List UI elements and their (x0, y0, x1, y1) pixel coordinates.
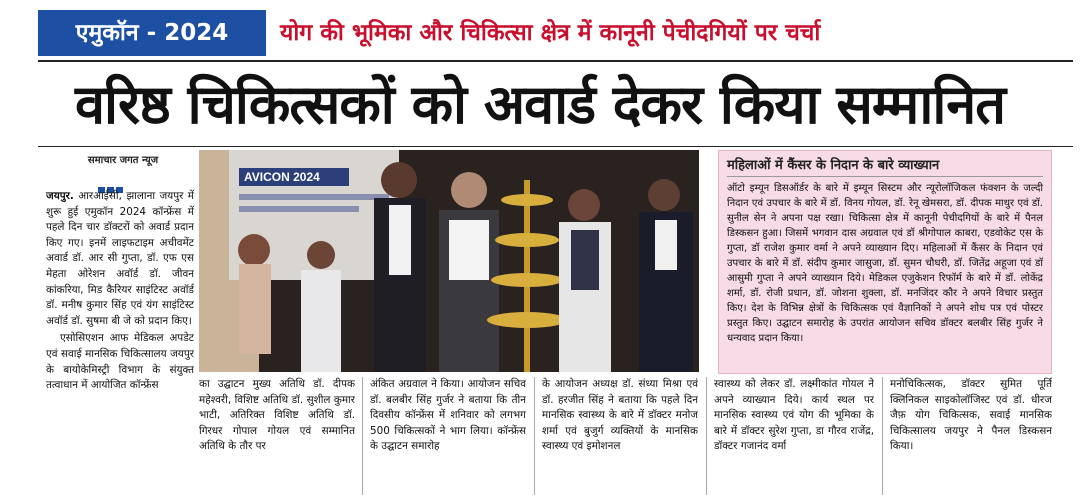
column-divider (706, 377, 707, 495)
paragraph: का उद्घाटन मुख्य अतिथि डॉ. दीपक महेश्वरी, विशिष्ट अतिथि डॉ. सुशील कुमार भाटी, अतिरिक्त विशिष्ट अतिथि डॉ. गिरधर गोपाल गोयल एवं सम्मानित अतिथि के तौर पर (199, 378, 355, 453)
sidebar-title: महिलाओं में कैंसर के निदान के बारे व्याख्यान (727, 155, 1043, 177)
kicker-headline: योग की भूमिका और चिकित्सा क्षेत्र में कानूनी पेचीदगियों पर चर्चा (280, 20, 821, 46)
paragraph: के आयोजन अध्यक्ष डॉ. संध्या मिश्रा एवं डॉ. हरजीत सिंह ने बताया कि पहले दिन मानसिक स्वास्थ्य के बारे में डॉक्टर मनोज शर्मा एवं बुजुर्ग व्यक्तियों के मानसिक स्वास्थ्य एवं इमोशनल (542, 378, 698, 453)
byline: समाचार जगत न्यूज (87, 155, 159, 166)
top-rule (38, 60, 1073, 62)
paragraph: मनोचिकित्सक, डॉक्टर सुमित पूर्ति क्लिनिकल साइकोलॉजिस्ट एवं डॉ. धीरज जैफ़ योग चिकित्सक, सवाई मानसिक चिकित्सालय जयपुर ने पैनल डिस्कसन किया। (890, 378, 1052, 453)
event-tag: एमुकॉन - 2024 (38, 10, 266, 56)
paragraph: अंकित अग्रवाल ने किया। आयोजन सचिव डॉ. बलबीर सिंह गुर्जर ने बताया कि तीन दिवसीय कॉन्फ्रेंस में शनिवार को लगभग 500 चिकित्सकों ने भाग लिया। कॉन्फ्रेंस के उद्घाटन समारोह (370, 378, 526, 453)
page-title: वरिष्ठ चिकित्सकों को अवार्ड देकर किया सम्मानित (74, 73, 1006, 136)
article-column-3 (370, 377, 526, 497)
column-divider (534, 377, 535, 495)
article-column-2 (199, 377, 355, 497)
photo-illustration (199, 150, 699, 372)
paragraph: स्वास्थ्य को लेकर डॉ. लक्ष्मीकांत गोयल ने अपने व्याख्यान दिये। कार्य स्थल पर मानसिक स्वास्थ्य एवं योग की भूमिका के बारे में डॉक्टर सुरेश गुप्ता, डा गौरव राजेंद्र, डॉक्टर गजानंद वर्मा (714, 378, 874, 453)
paragraph: एसोसिएशन आफ मेडिकल अपडेट एवं सवाई मानसिक चिकित्सालय जयपुर के बायोकेमिस्ट्री विभाग के संयुक्त तत्वाधान में आयोजित कॉन्फ्रेंस (46, 332, 194, 392)
headline-rule (38, 146, 1073, 147)
dateline: जयपुर. (46, 190, 74, 202)
column-divider (882, 377, 883, 495)
article-column-1 (46, 189, 194, 495)
article-column-4 (542, 377, 698, 497)
event-photo (199, 150, 699, 372)
banner-text: AVICON 2024 (244, 170, 320, 184)
paragraph: आरआईसी, झालाना जयपुर में शुरू हुई एमुकॉन 2024 कॉन्फ्रेंस में पहले दिन चार डॉक्टरों को अवार्ड प्रदान किए गए। इनमें लाइफटाइम अचीवमेंट अवार्ड डॉ. आर सी गुप्ता, डॉ. एफ एस मेहता ओरेशन अवॉर्ड डॉ. जीवन कांकरिया, मिड कैरियर साइंटिस्ट अवॉर्ड डॉ. मनीष कुमार सिंह एवं यंग साइंटिस्ट अवॉर्ड डॉ. सुषमा बी जे को प्रदान किए। (46, 190, 194, 327)
column-divider (362, 377, 363, 495)
sidebar-story (718, 150, 1052, 374)
byline-dots (98, 178, 138, 186)
article-column-5 (714, 377, 874, 497)
sidebar-text: ऑटो इम्यून डिसऑर्डर के बारे में इम्यून सिस्टम और न्यूरोलॉजिकल फंक्शन के जल्दी निदान एवं उपचार के बारे में डॉ. विनय गोयल, डॉ. रेनू खेमसरा, डॉ. दीपक माथुर एवं डॉ. सुनील सेन ने अपना पक्ष रखा। चिकित्सा क्षेत्र में कानूनी पेचीदगियों के बारे में पैनल डिस्कसन हुआ। जिसमें भगवान दास अग्रवाल एवं डॉ श्रीगोपाल काबरा, एडवोकेट एस के गुप्ता, डॉ राजेश कुमार वर्मा ने अपने व्याख्यान दिए। महिलाओं में कैंसर के निदान एवं उपचार के बारे में डॉ. संदीप कुमार जासुजा, डॉ. सुमन चौधरी, डॉ. जितेंद्र अहूजा एवं डॉ आसुमी गुप्ता ने अपने व्याख्यान दिये। मेडिकल एजुकेशन रिफॉर्म के बारे में डॉ. लोकेंद्र शर्मा, डॉ. रोजी प्रधान, डॉ. जोशना शुक्ला, डॉ. मनजिंदर कौर ने अपने विचार प्रस्तुत किए। देश के विभिन्न क्षेत्रों के चिकित्सक एवं वैज्ञानिकों ने अपने शोध पत्र एवं पोस्टर प्रस्तुत किए। उद्घाटन समारोह के उपरांत आयोजन सचिव डॉक्टर बलबीर सिंह गुर्जर ने धन्यवाद प्रदान किया। (727, 183, 1043, 344)
article-column-6 (890, 377, 1052, 497)
top-banner (30, 6, 1080, 58)
